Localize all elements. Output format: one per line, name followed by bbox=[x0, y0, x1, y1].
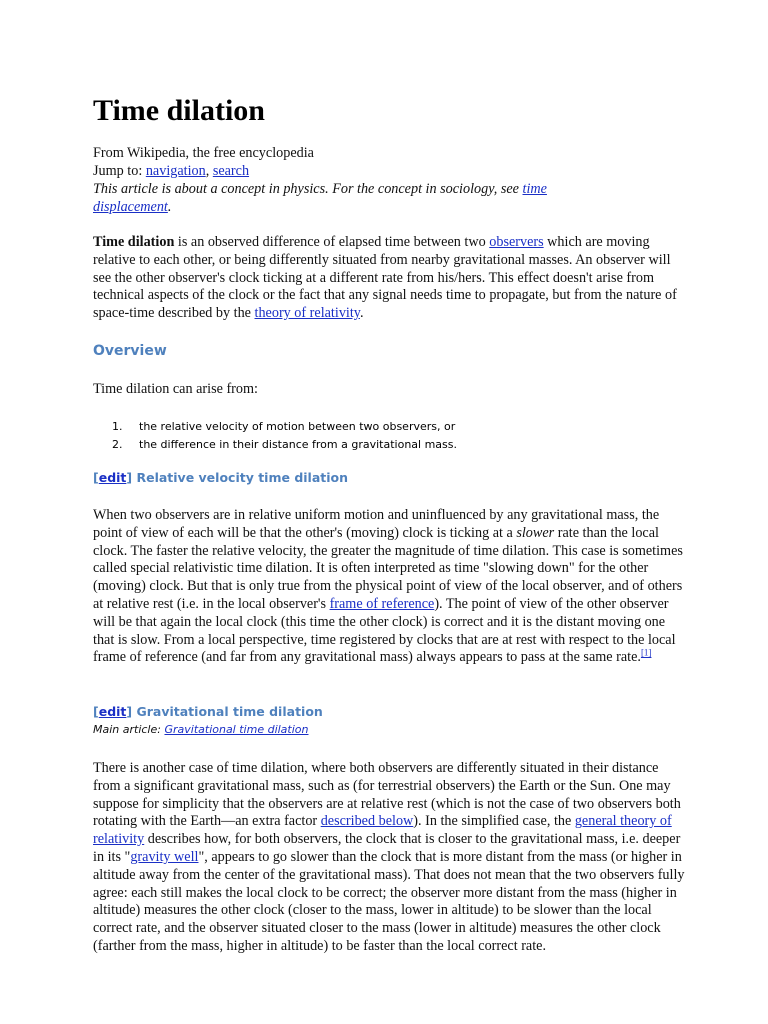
gravitational-heading bbox=[93, 704, 323, 719]
overview-lead: Time dilation can arise from: bbox=[93, 381, 258, 397]
edit-link-relative-velocity[interactable]: edit bbox=[98, 470, 127, 485]
section2-text-3: describes how, for both observers, the clock that is closer to the gravitational mass, i.e. deeper in its " bbox=[93, 831, 681, 865]
section1-text-3: ). The point of view of the other observer will be that again the local clock (this time the other clock) is correct and it is the distant moving one that is slow. From a local perspective, time registered by clocks that are at rest with respect to the local frame of reference (and far from any gravitational mass) always appears to pass at the same rate. bbox=[93, 595, 676, 666]
edit-bracket-open: [ bbox=[93, 704, 99, 719]
hatnote-end: . bbox=[167, 198, 172, 215]
observers-link[interactable]: observers bbox=[489, 234, 544, 250]
section2-text-2: ). In the simplified case, the bbox=[413, 813, 575, 830]
list-number: 1. bbox=[112, 420, 123, 433]
search-link[interactable]: search bbox=[212, 163, 250, 179]
list-item bbox=[112, 418, 457, 436]
described-below-link[interactable]: described below bbox=[320, 813, 414, 830]
edit-bracket-open: [ bbox=[93, 470, 99, 485]
gravitational-paragraph bbox=[93, 760, 685, 956]
from-line: From Wikipedia, the free encyclopedia bbox=[93, 145, 314, 161]
navigation-link[interactable]: navigation bbox=[145, 163, 206, 179]
theory-of-relativity-link[interactable]: theory of relativity bbox=[254, 305, 360, 322]
section2-text-4: ", appears to go slower than the clock that is more distant from the mass (or higher in altitude away from the center of the gravitational mass). That does not mean that the two observers fully agree: each still makes the local clock to be correct; the observer more distant from the mass (higher in altitude) measures the other clock (closer to the mass, lower in altitude) to be slower than the local correct rate, and the observer situated closer to the mass (lower in altitude) measures the other clock (farther from the mass, higher in altitude) to be faster than the local correct rate. bbox=[93, 848, 685, 954]
gravity-well-link[interactable]: gravity well bbox=[130, 848, 199, 865]
page-title: Time dilation bbox=[93, 94, 265, 127]
edit-link-gravitational[interactable]: edit bbox=[98, 704, 127, 719]
jump-to-line bbox=[93, 163, 685, 181]
jump-prefix: Jump to: bbox=[93, 163, 146, 179]
slower-emphasis: slower bbox=[516, 524, 555, 541]
edit-bracket-close: ] bbox=[126, 470, 133, 485]
relative-velocity-paragraph bbox=[93, 507, 685, 667]
section1-text-2: rate than the local clock. The faster the relative velocity, the greater the magnitude of time dilation. This case is sometimes called special relativistic time dilation. It is often interpreted as time "slowing down" for the other (moving) clock. But that is only true from the physical point of view of the local observer, and of others at relative rest (i.e. in the local observer's bbox=[93, 524, 683, 612]
overview-heading: Overview bbox=[93, 343, 167, 359]
intro-text-2: which are moving relative to each other, or being differently situated from nearby gravitational masses. An observer will see the other observer's clock ticking at a different rate from his/hers. This effect doesn't arise from technical aspects of the clock or the fact that any signal needs time to propagate, but from the nature of space-time described by the bbox=[93, 234, 677, 322]
gravitational-time-dilation-link[interactable]: Gravitational time dilation bbox=[164, 723, 309, 736]
edit-bracket-close: ] bbox=[126, 704, 133, 719]
intro-text-3: . bbox=[359, 305, 364, 322]
intro-bold-term: Time dilation bbox=[93, 234, 175, 250]
list-item bbox=[112, 436, 457, 454]
main-article-prefix: Main article: bbox=[93, 723, 165, 736]
main-article-note bbox=[93, 723, 309, 736]
intro-text-1: is an observed difference of elapsed time between two bbox=[174, 234, 490, 250]
jump-separator: , bbox=[205, 163, 213, 179]
section2-text-1: There is another case of time dilation, where both observers are differently situated in their distance from a significant gravitational mass, such as (for terrestrial observers) the Earth or the Sun. One may suppose for simplicity that the observers are at relative rest (which is not the case of two observers both rotating with the Earth—an extra factor bbox=[93, 760, 681, 830]
list-text: the relative velocity of motion between two observers, or bbox=[139, 420, 456, 433]
time-displacement-link-1[interactable]: time bbox=[522, 181, 547, 197]
reference-1-link[interactable]: [1] bbox=[640, 647, 652, 658]
frame-of-reference-link[interactable]: frame of reference bbox=[329, 595, 435, 612]
time-displacement-link-2[interactable]: displacement bbox=[93, 198, 168, 215]
section-title: Relative velocity time dilation bbox=[132, 470, 349, 485]
section-title: Gravitational time dilation bbox=[132, 704, 323, 719]
intro-paragraph bbox=[93, 234, 685, 323]
section1-text-1: When two observers are in relative uniform motion and uninfluenced by any gravitational mass, the point of view of each will be that the other's (moving) clock is ticking at a bbox=[93, 507, 660, 541]
list-number: 2. bbox=[112, 438, 123, 451]
hatnote bbox=[93, 181, 685, 217]
relative-velocity-heading bbox=[93, 470, 348, 485]
hatnote-text: This article is about a concept in physics. For the concept in sociology, see bbox=[93, 181, 523, 197]
list-text: the difference in their distance from a gravitational mass. bbox=[139, 438, 458, 451]
general-theory-of-relativity-link[interactable]: general theory of relativity bbox=[93, 813, 672, 848]
cause-list bbox=[112, 418, 457, 454]
